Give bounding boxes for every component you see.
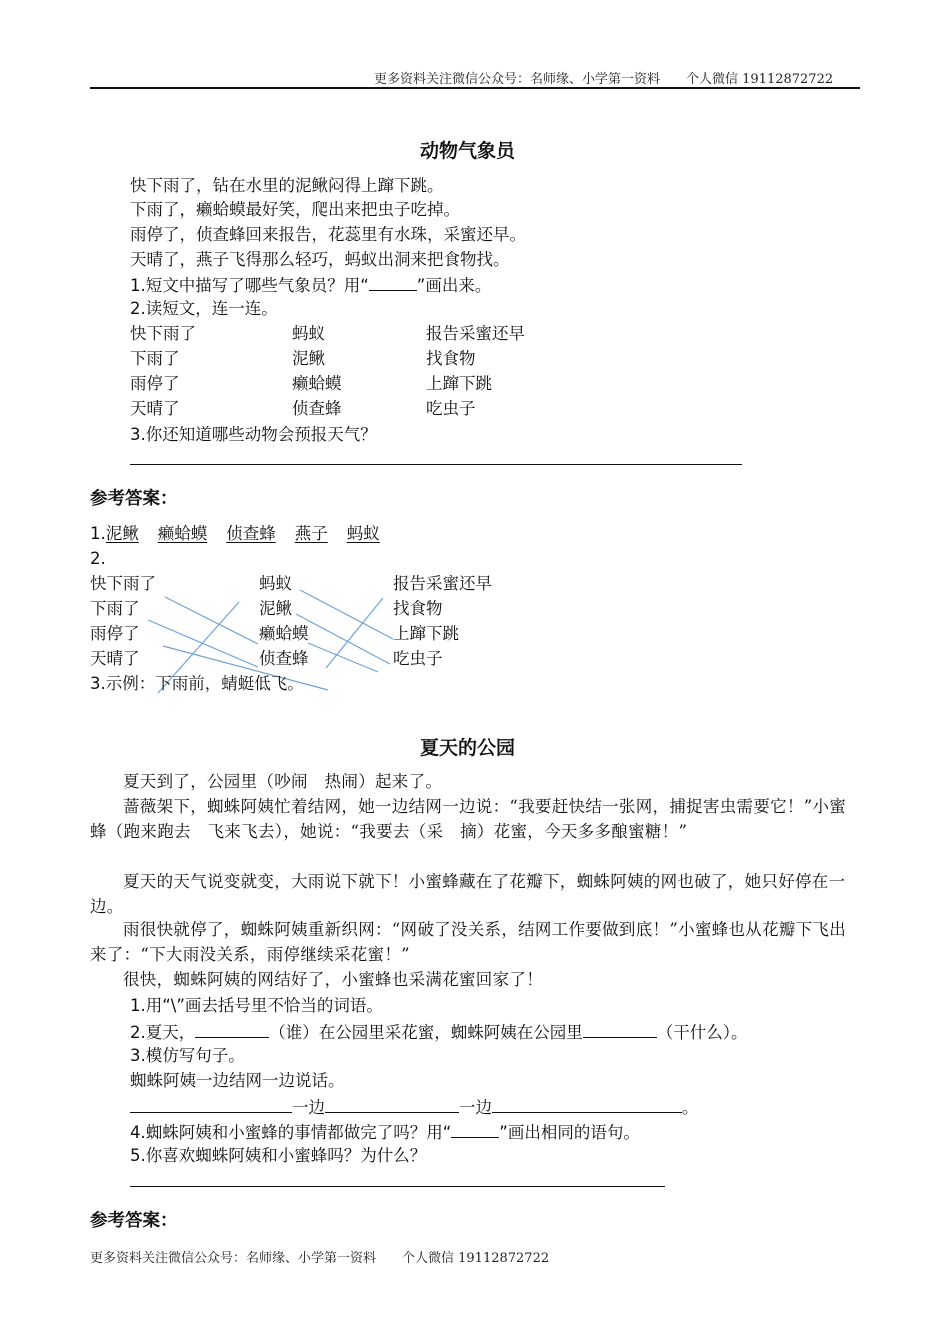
s1-question-1 bbox=[130, 272, 491, 298]
s2-q2-part-c: （干什么）。 bbox=[656, 1023, 748, 1042]
s1-q3-answer-line bbox=[130, 464, 742, 465]
page-header: 更多资料关注微信公众号：名师缘、小学第一资料 个人微信 19112872722 bbox=[374, 72, 834, 87]
s2-q4-blank bbox=[451, 1119, 499, 1138]
s2-q3-blank-3 bbox=[492, 1094, 682, 1113]
s1-a1-item: 燕子 bbox=[294, 524, 328, 543]
match-mid-3: 癞蛤蟆 bbox=[292, 374, 342, 393]
connector-line bbox=[326, 598, 383, 668]
match-right-1: 报告采蜜还早 bbox=[426, 324, 525, 343]
s2-q2-blank-1 bbox=[195, 1019, 269, 1038]
s1-a1-item: 蚂蚁 bbox=[346, 524, 380, 543]
s1-answer-1 bbox=[90, 522, 380, 546]
s2-q3-word-2: 一边 bbox=[459, 1098, 492, 1117]
connector-line bbox=[296, 614, 390, 664]
s2-q4-post: ”画出相同的语句。 bbox=[499, 1123, 640, 1142]
s2-question-3: 3.模仿写句子。 bbox=[130, 1046, 245, 1065]
ans-match-left-2: 下雨了 bbox=[90, 599, 140, 618]
s2-question-1: 1.用“\”画去括号里不恰当的词语。 bbox=[130, 996, 383, 1015]
section2-title: 夏天的公园 bbox=[420, 737, 516, 759]
s1-question-2: 2.读短文，连一连。 bbox=[130, 299, 278, 318]
s1-answer-2-label: 2. bbox=[90, 549, 106, 568]
s2-question-5: 5.你喜欢蜘蛛阿姨和小蜜蜂吗？为什么？ bbox=[130, 1146, 427, 1165]
s1-a1-item: 癞蛤蟆 bbox=[157, 524, 208, 543]
s1-q1-pre: 1.短文中描写了哪些气象员？用“ bbox=[130, 276, 369, 295]
match-mid-1: 蚂蚁 bbox=[292, 324, 325, 343]
s2-q3-example: 蜘蛛阿姨一边结网一边说话。 bbox=[130, 1071, 345, 1090]
connector-line bbox=[308, 643, 378, 672]
s2-q4-pre: 4.蜘蛛阿姨和小蜜蜂的事情都做完了吗？用“ bbox=[130, 1123, 452, 1142]
header-rule bbox=[90, 87, 860, 89]
ans-match-left-1: 快下雨了 bbox=[90, 574, 156, 593]
ans-match-mid-3: 癞蛤蟆 bbox=[259, 624, 309, 643]
match-mid-2: 泥鳅 bbox=[292, 349, 325, 368]
connector-line bbox=[148, 620, 258, 667]
match-right-4: 吃虫子 bbox=[426, 399, 476, 418]
connector-line bbox=[300, 590, 393, 639]
s2-q2-blank-2 bbox=[583, 1019, 657, 1038]
s2-paragraph-1: 夏天到了，公园里（吵闹 热闹）起来了。 bbox=[123, 772, 443, 791]
s2-paragraph-2: 蔷薇架下，蜘蛛阿姨忙着结网，她一边结网一边说：“我要赶快结一张网，捕捉害虫需要它！”小蜜蜂（跑来跑去 飞来飞去），她说：“我要去（采 摘）花蜜，今天多多酿蜜糖！” bbox=[90, 797, 847, 841]
s1-a1-item: 泥鳅 bbox=[105, 524, 139, 543]
s2-q2-part-b: （谁）在公园里采花蜜，蜘蛛阿姨在公园里 bbox=[269, 1023, 583, 1042]
match-left-2: 下雨了 bbox=[130, 349, 180, 368]
ans-match-mid-1: 蚂蚁 bbox=[259, 574, 292, 593]
match-left-3: 雨停了 bbox=[130, 374, 180, 393]
ans-match-right-3: 上蹿下跳 bbox=[393, 624, 459, 643]
s1-q1-blank bbox=[369, 272, 417, 291]
poem-line-4: 天晴了，燕子飞得那么轻巧，蚂蚁出洞来把食物找。 bbox=[130, 250, 510, 269]
ans-match-right-4: 吃虫子 bbox=[393, 649, 443, 668]
ans-match-mid-4: 侦查蜂 bbox=[259, 649, 309, 668]
ans-match-right-2: 找食物 bbox=[393, 599, 443, 618]
s1-answer-3: 3.示例：下雨前，蜻蜓低飞。 bbox=[90, 674, 304, 693]
s2-q3-end: 。 bbox=[682, 1098, 699, 1117]
match-mid-4: 侦查蜂 bbox=[292, 399, 342, 418]
s1-question-3: 3.你还知道哪些动物会预报天气？ bbox=[130, 425, 377, 444]
match-left-1: 快下雨了 bbox=[130, 324, 196, 343]
ans-match-mid-2: 泥鳅 bbox=[259, 599, 292, 618]
s2-q3-blank-1 bbox=[130, 1094, 292, 1113]
s2-paragraph-3: 夏天的天气说变就变，大雨说下就下！小蜜蜂藏在了花瓣下，蜘蛛阿姨的网也破了，她只好停在一边。 bbox=[90, 872, 846, 916]
s2-paragraph-4: 雨很快就停了，蜘蛛阿姨重新织网：“网破了没关系，结网工作要做到底！”小蜜蜂也从花瓣下飞出来了：“下大雨没关系，雨停继续采花蜜！” bbox=[90, 920, 847, 964]
s2-q3-imitation bbox=[130, 1094, 699, 1120]
poem-line-1: 快下雨了，钻在水里的泥鳅闷得上蹿下跳。 bbox=[130, 176, 444, 195]
s1-q1-post: ”画出来。 bbox=[416, 276, 492, 295]
connector-line bbox=[165, 597, 258, 644]
s2-paragraph-5: 很快，蜘蛛阿姨的网结好了，小蜜蜂也采满花蜜回家了！ bbox=[123, 970, 543, 989]
poem-line-2: 下雨了，癞蛤蟆最好笑，爬出来把虫子吃掉。 bbox=[130, 200, 460, 219]
s2-question-2 bbox=[130, 1019, 748, 1045]
s2-q5-answer-line bbox=[130, 1186, 665, 1187]
s2-q3-word-1: 一边 bbox=[292, 1098, 325, 1117]
s2-q3-blank-2 bbox=[325, 1094, 459, 1113]
match-right-2: 找食物 bbox=[426, 349, 476, 368]
match-left-4: 天晴了 bbox=[130, 399, 180, 418]
ans-match-left-3: 雨停了 bbox=[90, 624, 140, 643]
s1-a1-prefix: 1. bbox=[90, 524, 106, 543]
section1-title: 动物气象员 bbox=[420, 140, 516, 162]
s2-question-4 bbox=[130, 1119, 640, 1145]
s2-q2-part-a: 2.夏天， bbox=[130, 1023, 196, 1042]
ans-match-left-4: 天晴了 bbox=[90, 649, 140, 668]
s1-answer-heading: 参考答案： bbox=[90, 489, 178, 509]
page-footer: 更多资料关注微信公众号：名师缘、小学第一资料 个人微信 19112872722 bbox=[90, 1251, 550, 1266]
s2-answer-heading: 参考答案： bbox=[90, 1211, 178, 1231]
poem-line-3: 雨停了，侦查蜂回来报告，花蕊里有水珠，采蜜还早。 bbox=[130, 225, 526, 244]
ans-match-right-1: 报告采蜜还早 bbox=[393, 574, 492, 593]
match-right-3: 上蹿下跳 bbox=[426, 374, 492, 393]
s1-a1-item: 侦查蜂 bbox=[226, 524, 276, 543]
